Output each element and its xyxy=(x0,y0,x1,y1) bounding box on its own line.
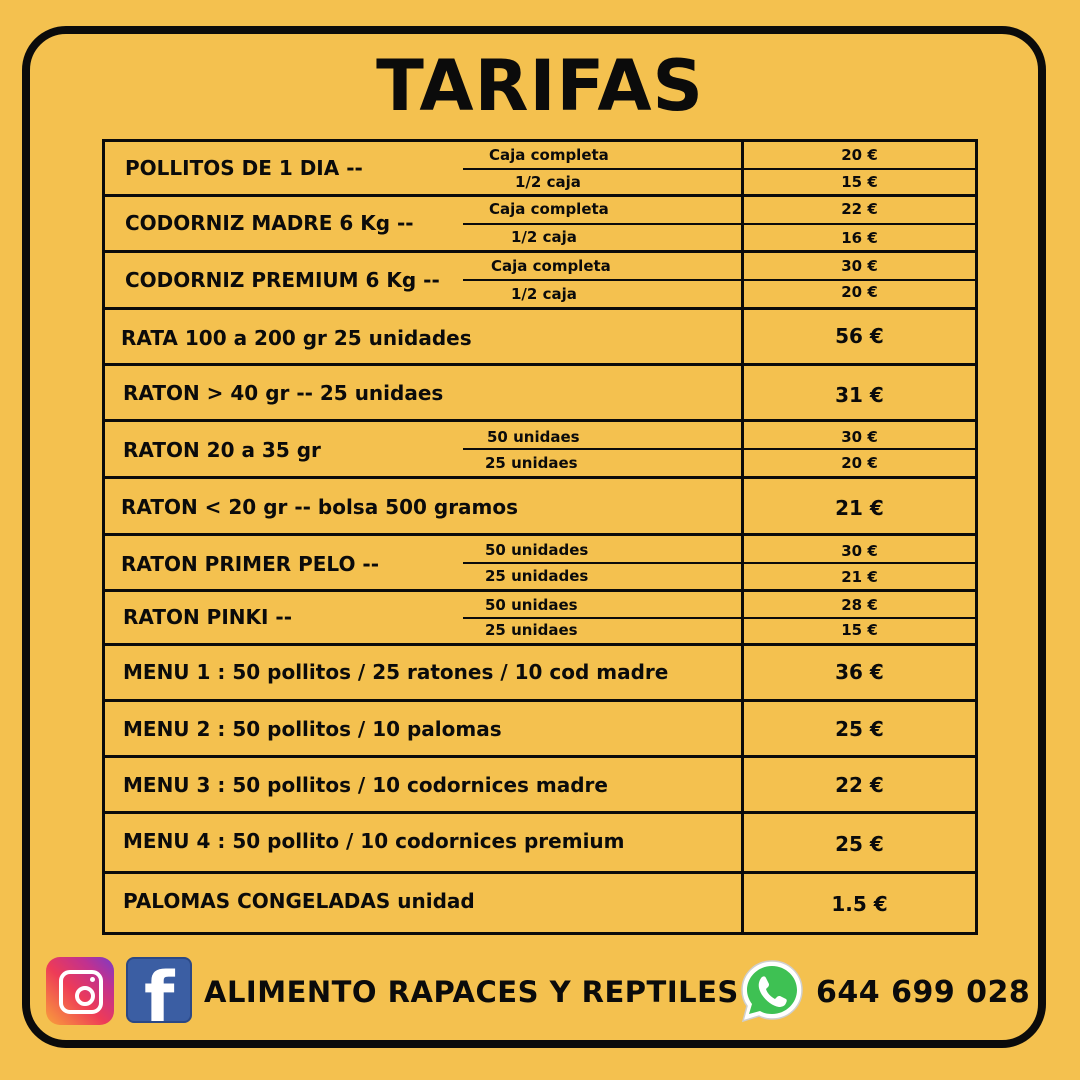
row-divider xyxy=(105,589,975,592)
price-rata: 56 € xyxy=(835,324,884,348)
sub-label-25: 25 unidades xyxy=(485,567,589,585)
sub-label-media-caja: 1/2 caja xyxy=(511,228,577,246)
sub-label-25: 25 unidaes xyxy=(485,621,578,639)
price-codorniz-madre-media: 16 € xyxy=(841,229,878,247)
phone-number[interactable]: 644 699 028 xyxy=(816,975,1031,1010)
row-divider xyxy=(105,476,975,479)
price-codorniz-premium-media: 20 € xyxy=(841,283,878,301)
whatsapp-icon[interactable] xyxy=(738,957,806,1025)
row-label-menu-1: MENU 1 : 50 pollitos / 25 ratones / 10 cod madre xyxy=(123,660,669,684)
price-menu-3: 22 € xyxy=(835,773,884,797)
sub-label-50: 50 unidaes xyxy=(485,596,578,614)
row-divider xyxy=(105,699,975,702)
price-codorniz-madre-caja: 22 € xyxy=(841,200,878,218)
row-divider xyxy=(105,811,975,814)
price-raton-20: 21 € xyxy=(835,496,884,520)
price-palomas: 1.5 € xyxy=(831,892,888,916)
sub-label-50: 50 unidaes xyxy=(487,428,580,446)
row-divider xyxy=(105,755,975,758)
sub-label-media-caja: 1/2 caja xyxy=(515,173,581,191)
price-raton-20-35-50: 30 € xyxy=(841,428,878,446)
row-divider xyxy=(105,871,975,874)
sub-divider xyxy=(463,223,975,225)
price-menu-2: 25 € xyxy=(835,717,884,741)
sub-divider xyxy=(463,617,975,619)
row-label-codorniz-madre: CODORNIZ MADRE 6 Kg -- xyxy=(125,211,414,235)
sub-label-50: 50 unidades xyxy=(485,541,589,559)
row-divider xyxy=(105,533,975,536)
price-table xyxy=(102,139,978,935)
row-label-raton-pinki: RATON PINKI -- xyxy=(123,605,293,629)
row-divider xyxy=(105,363,975,366)
sub-divider xyxy=(463,168,975,170)
row-label-menu-3: MENU 3 : 50 pollitos / 10 codornices madre xyxy=(123,773,608,797)
sub-label-caja-completa: Caja completa xyxy=(489,200,609,218)
sub-divider xyxy=(463,562,975,564)
row-divider xyxy=(105,307,975,310)
instagram-camera-outline xyxy=(59,970,103,1014)
price-pinki-50: 28 € xyxy=(841,596,878,614)
price-primer-pelo-25: 21 € xyxy=(841,568,878,586)
row-label-menu-4: MENU 4 : 50 pollito / 10 codornices premium xyxy=(123,829,625,853)
row-label-raton-40: RATON > 40 gr -- 25 unidaes xyxy=(123,381,444,405)
row-divider xyxy=(105,419,975,422)
price-raton-40: 31 € xyxy=(835,383,884,407)
row-label-raton-20-35: RATON 20 a 35 gr xyxy=(123,438,321,462)
price-primer-pelo-50: 30 € xyxy=(841,542,878,560)
row-divider xyxy=(105,643,975,646)
sub-divider xyxy=(463,448,975,450)
row-label-pollitos: POLLITOS DE 1 DIA -- xyxy=(125,156,363,180)
sub-label-caja-completa: Caja completa xyxy=(491,257,611,275)
price-menu-4: 25 € xyxy=(835,832,884,856)
price-raton-20-35-25: 20 € xyxy=(841,454,878,472)
price-menu-1: 36 € xyxy=(835,660,884,684)
row-divider xyxy=(105,194,975,197)
row-label-palomas: PALOMAS CONGELADAS unidad xyxy=(123,889,475,913)
row-label-rata: RATA 100 a 200 gr 25 unidades xyxy=(121,326,472,350)
price-codorniz-premium-caja: 30 € xyxy=(841,257,878,275)
instagram-icon[interactable] xyxy=(46,957,114,1025)
facebook-icon[interactable]: f xyxy=(126,957,192,1023)
instagram-dot xyxy=(90,977,95,982)
sub-label-media-caja: 1/2 caja xyxy=(511,285,577,303)
row-divider xyxy=(105,250,975,253)
sub-label-caja-completa: Caja completa xyxy=(489,146,609,164)
row-label-raton-20: RATON < 20 gr -- bolsa 500 gramos xyxy=(121,495,519,519)
sub-label-25: 25 unidaes xyxy=(485,454,578,472)
row-label-menu-2: MENU 2 : 50 pollitos / 10 palomas xyxy=(123,717,502,741)
price-pinki-25: 15 € xyxy=(841,621,878,639)
brand-name: ALIMENTO RAPACES Y REPTILES xyxy=(204,975,739,1009)
row-label-raton-primer-pelo: RATON PRIMER PELO -- xyxy=(121,552,380,576)
instagram-lens xyxy=(75,986,95,1006)
price-pollitos-media: 15 € xyxy=(841,173,878,191)
row-label-codorniz-premium: CODORNIZ PREMIUM 6 Kg -- xyxy=(125,268,440,292)
price-pollitos-caja: 20 € xyxy=(841,146,878,164)
page-title: TARIFAS xyxy=(376,45,704,127)
sub-divider xyxy=(463,279,975,281)
